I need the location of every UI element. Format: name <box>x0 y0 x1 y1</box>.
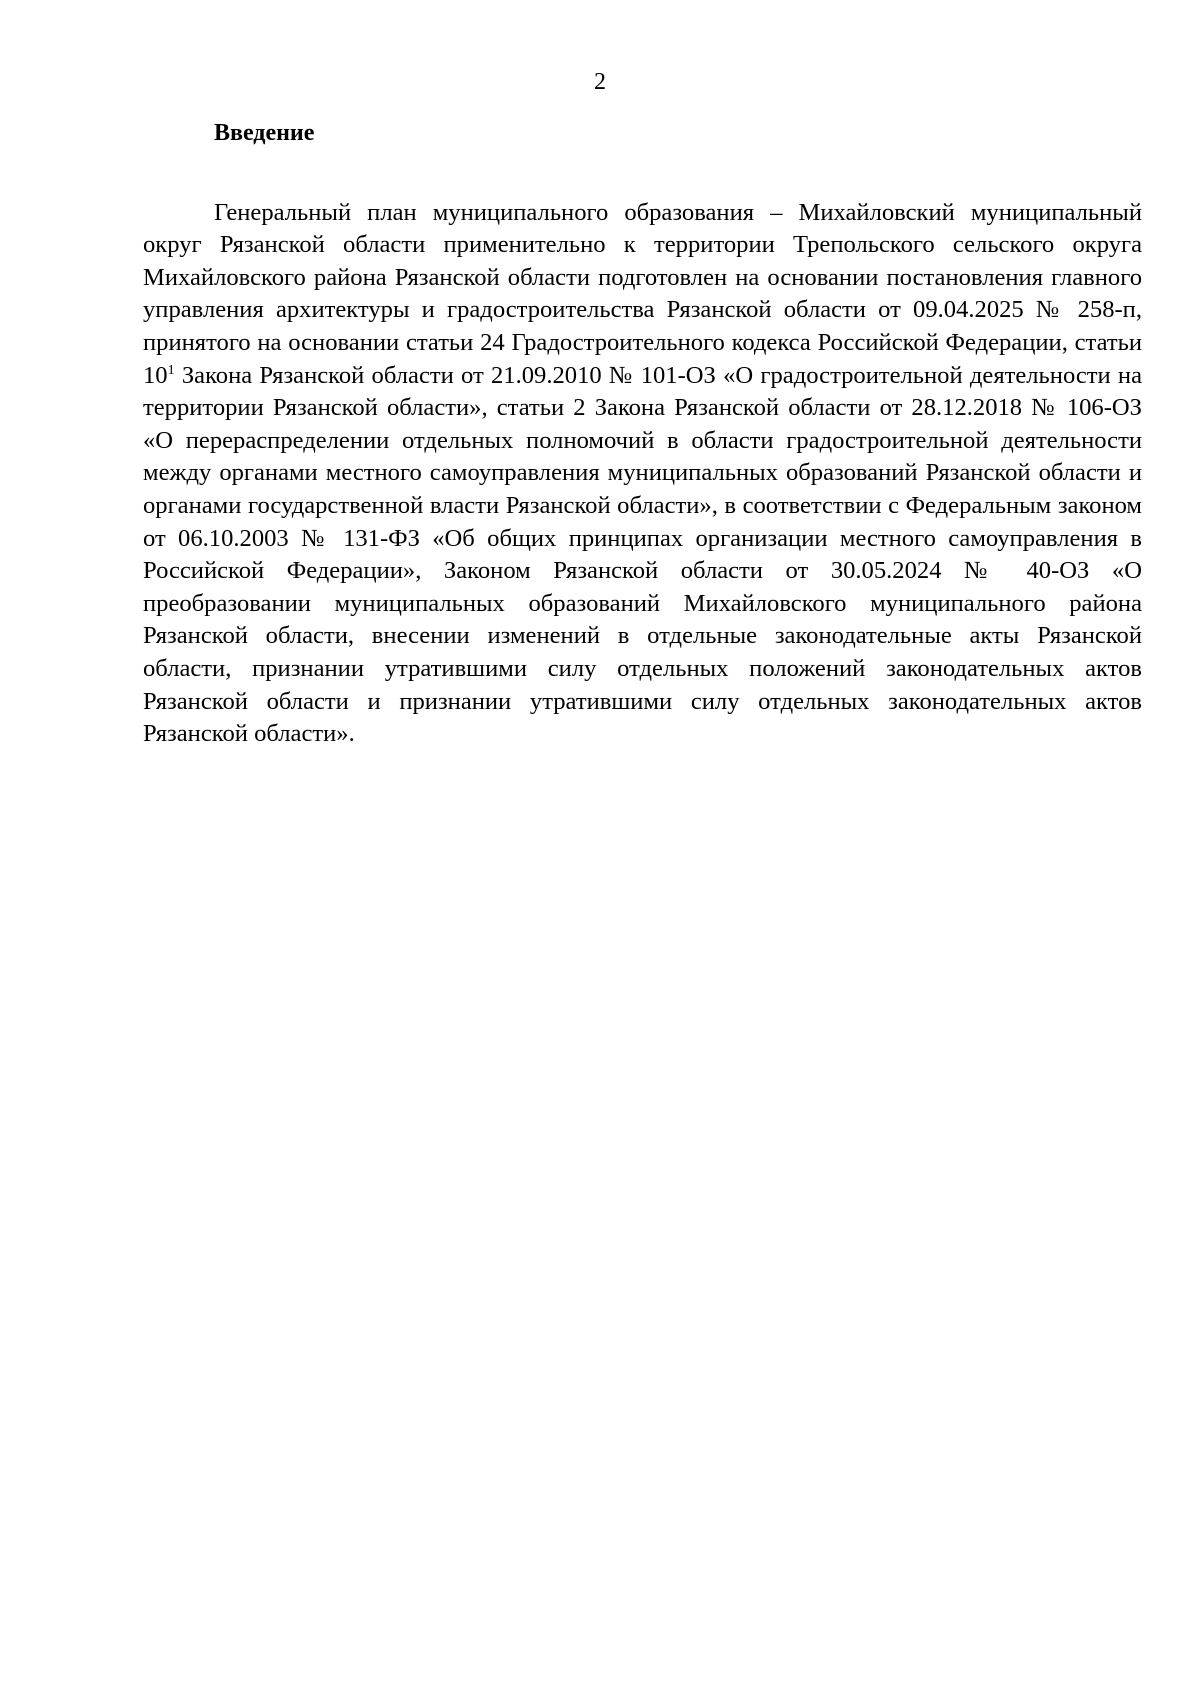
body-paragraph <box>143 197 1142 751</box>
section-heading: Введение <box>214 120 315 146</box>
page-number: 2 <box>594 69 606 95</box>
article-superscript: 1 <box>167 362 175 378</box>
paragraph-text-part-2: Закона Рязанской области от 21.09.2010 № 101-ОЗ «О градостроительной деятельности на территории Рязанской области», статьи 2 Закона Рязанской области от 28.12.2018 № 106-ОЗ «О перераспределении отдельных полномочий в области градостроительной деятельности между органами местного самоуправления муниципальных образований Рязанской области и органами государственной власти Рязанской области», в соответствии с Федеральным законом от 06.10.2003 № 131-ФЗ «Об общих принципах организации местного самоуправления в Российской Федерации», Законом Рязанской области от 30.05.2024 № 40-ОЗ «О преобразовании муниципальных образований Михайловского муниципального района Рязанской области, внесении изменений в отдельные законодательные акты Рязанской области, признании утратившими силу отдельных положений законодательных актов Рязанской области и признании утратившими силу отдельных законодательных актов Рязанской области». <box>143 361 1142 748</box>
paragraph-text-part-1: Генеральный план муниципального образования – Михайловский муниципальный округ Рязанской области применительно к территории Трепольского сельского округа Михайловского района Рязанской области подготовлен на основании постановления главного управления архитектуры и градостроительства Рязанской области от 09.04.2025 № 258-п, принятого на основании статьи 24 Градостроительного кодекса Российской Федерации, статьи 10 <box>143 198 1142 389</box>
